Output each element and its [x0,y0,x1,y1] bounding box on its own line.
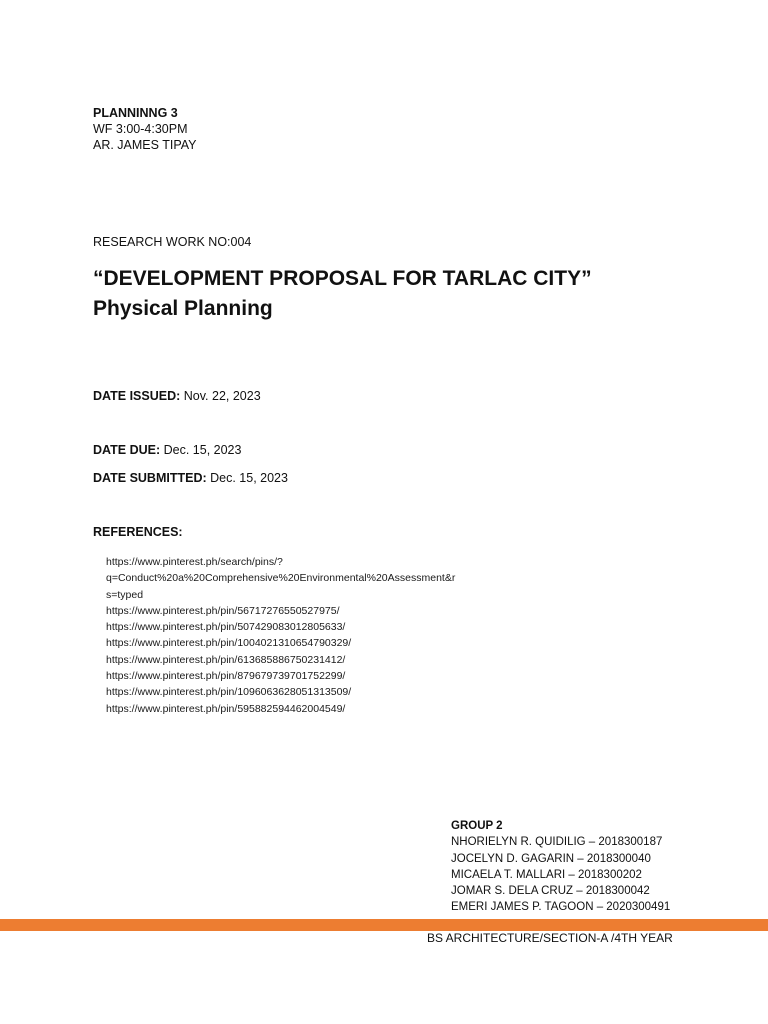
date-issued-label: DATE ISSUED: [93,389,181,403]
course-name: PLANNINNG 3 [93,106,178,120]
date-due-label: DATE DUE: [93,443,161,457]
course-info [93,105,197,153]
reference-line: https://www.pinterest.ph/pin/613685886750231412/ [106,653,346,666]
reference-line: https://www.pinterest.ph/search/pins/? [106,556,283,568]
date-issued-value: Nov. 22, 2023 [180,389,261,403]
group-member: EMERI JAMES P. TAGOON – 2020300491 [451,901,671,914]
reference-line: https://www.pinterest.ph/pin/1004021310654790329/ [106,637,352,650]
date-submitted [93,471,288,485]
research-number: RESEARCH WORK NO:004 [93,235,252,249]
date-due-value: Dec. 15, 2023 [160,443,242,457]
group-name: GROUP 2 [451,820,503,832]
group-member: JOCELYN D. GAGARIN – 2018300040 [451,852,651,865]
accent-bar [0,919,768,931]
group-member: JOMAR S. DELA CRUZ – 2018300042 [451,885,650,898]
footer-section: BS ARCHITECTURE/SECTION-A /4TH YEAR [427,931,673,945]
reference-line: https://www.pinterest.ph/pin/595882594462004549/ [106,702,346,715]
reference-line: https://www.pinterest.ph/pin/1096063628051313509/ [106,686,352,699]
course-schedule: WF 3:00-4:30PM [93,122,188,136]
reference-line: https://www.pinterest.ph/pin/56717276550527975/ [106,604,340,617]
group-members [451,818,670,916]
date-issued [93,389,261,403]
reference-line: q=Conduct%20a%20Comprehensive%20Environmental%20Assessment&r [106,572,456,585]
reference-line: https://www.pinterest.ph/pin/879679739701752299/ [106,670,346,683]
group-member: NHORIELYN R. QUIDILIG – 2018300187 [451,836,663,849]
reference-line: s=typed [106,588,144,601]
document-subtitle: Physical Planning [93,297,273,320]
references-list [106,554,455,717]
reference-line: https://www.pinterest.ph/pin/507429083012805633/ [106,621,346,634]
date-submitted-label: DATE SUBMITTED: [93,471,207,485]
date-due [93,443,241,457]
group-member: MICAELA T. MALLARI – 2018300202 [451,868,642,881]
course-instructor: AR. JAMES TIPAY [93,138,197,152]
document-title: “DEVELOPMENT PROPOSAL FOR TARLAC CITY” [93,267,592,290]
references-heading: REFERENCES: [93,525,183,539]
date-submitted-value: Dec. 15, 2023 [206,471,288,485]
